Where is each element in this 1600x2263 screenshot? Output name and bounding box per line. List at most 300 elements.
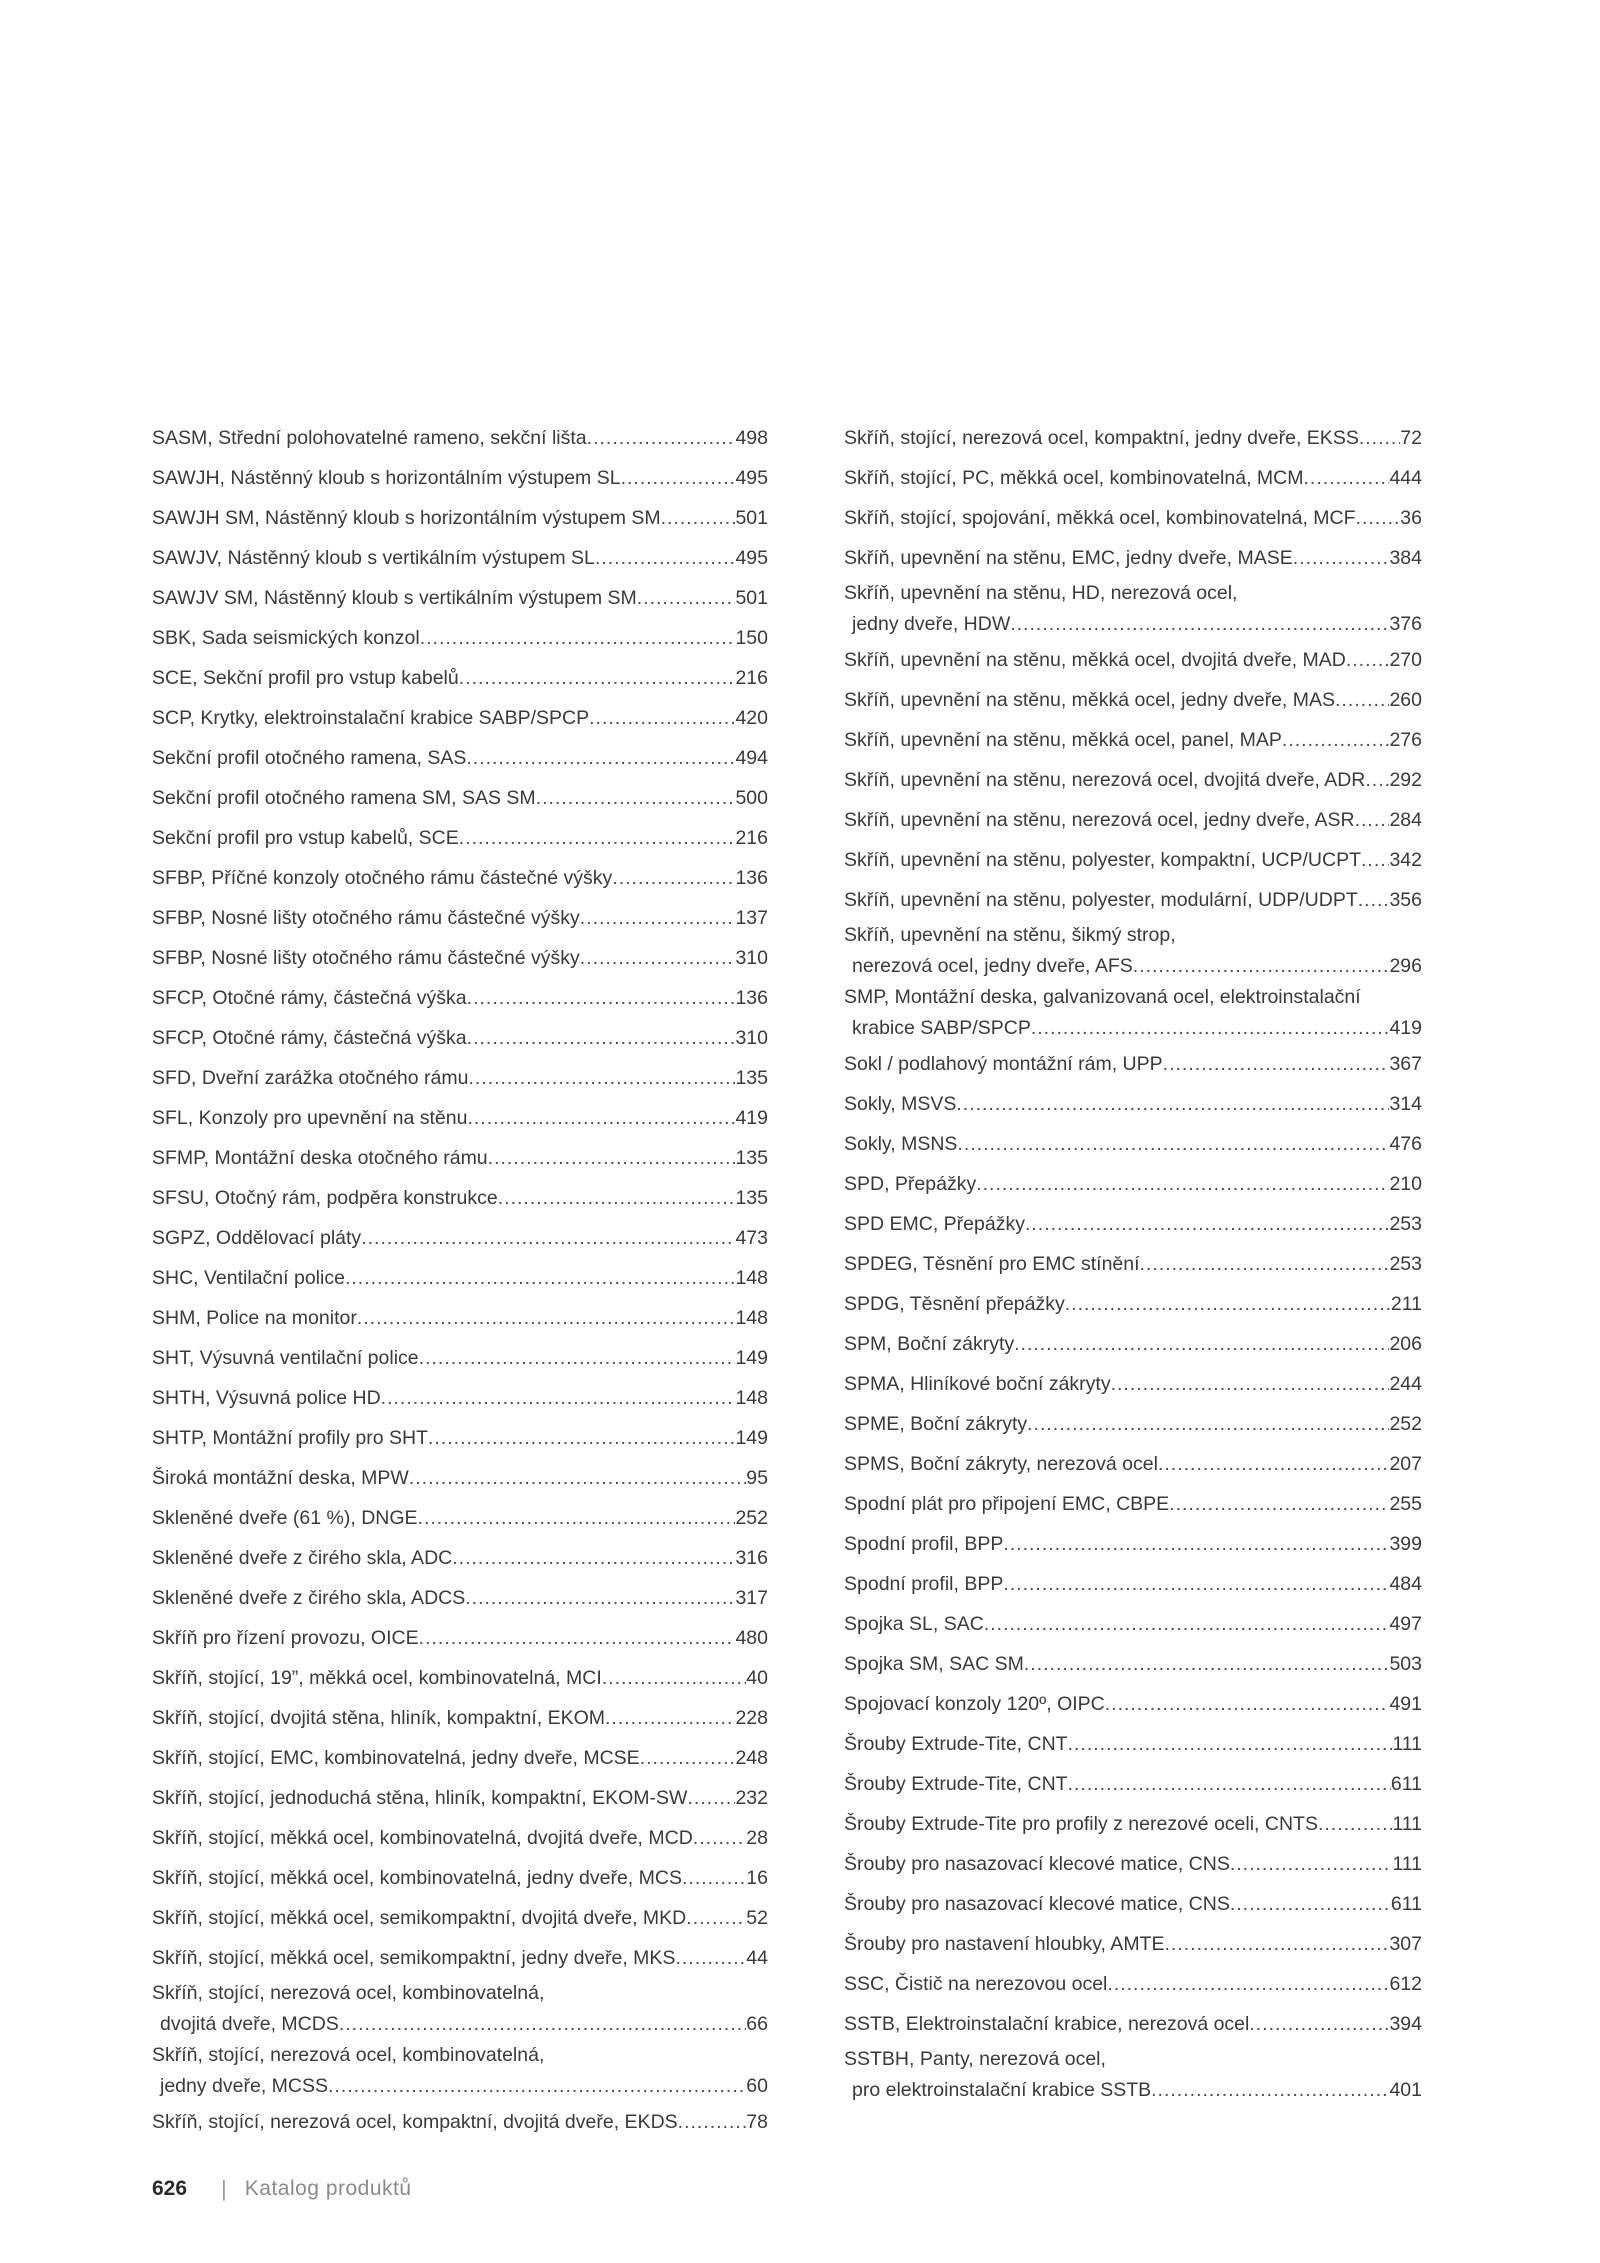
dot-leader xyxy=(468,1063,735,1094)
index-entry-row xyxy=(152,1863,768,1894)
index-entry-text: SFCP, Otočné rámy, částečná výška xyxy=(152,986,467,1009)
index-entry-text: Skříň, upevnění na stěnu, EMC, jedny dveře, MASE xyxy=(844,546,1293,569)
index-entry-text: Skříň, upevnění na stěnu, polyester, modulární, UDP/UDPT xyxy=(844,888,1358,911)
index-entry xyxy=(844,680,1422,720)
index-entry-text: Skříň, stojící, PC, měkká ocel, kombinovatelná, MCM xyxy=(844,466,1304,489)
index-entry-row xyxy=(844,845,1422,876)
dot-leader xyxy=(1003,1569,1389,1600)
index-entry-row xyxy=(844,1929,1422,1960)
index-entry-page: 342 xyxy=(1389,848,1422,871)
dot-leader xyxy=(605,1703,735,1734)
dot-leader xyxy=(381,1383,736,1414)
index-entry xyxy=(844,800,1422,840)
page-footer xyxy=(152,2176,412,2202)
index-entry-page: 270 xyxy=(1389,648,1422,671)
index-entry-text: Skříň, stojící, spojování, měkká ocel, kombinovatelná, MCF xyxy=(844,506,1356,529)
dot-leader xyxy=(498,1183,736,1214)
index-entry-text: Skříň, upevnění na stěnu, měkká ocel, dvojitá dveře, MAD xyxy=(844,648,1346,671)
index-entry-page: 495 xyxy=(735,466,768,489)
dot-leader xyxy=(580,943,736,974)
dot-leader xyxy=(682,1863,746,1894)
index-entry-page: 476 xyxy=(1389,1132,1422,1155)
index-entry-row xyxy=(844,1169,1422,1200)
index-entry-text-line1: SMP, Montážní deska, galvanizovaná ocel, elektroinstalační xyxy=(844,986,1361,1008)
index-entry-row xyxy=(844,2009,1422,2040)
dot-leader xyxy=(678,2107,747,2138)
index-entry-row xyxy=(844,2075,1422,2106)
index-entry-row xyxy=(152,1903,768,1934)
index-entry-text: Spodní profil, BPP xyxy=(844,1572,1004,1595)
index-entry-row xyxy=(844,765,1422,796)
index-entry-page: 260 xyxy=(1389,688,1422,711)
dot-leader xyxy=(1346,645,1390,676)
index-entry-row xyxy=(844,1769,1422,1800)
index-entry-text: Sekční profil pro vstup kabelů, SCE xyxy=(152,826,459,849)
index-entry-page: 216 xyxy=(735,666,768,689)
index-entry-page: 310 xyxy=(735,1026,768,1049)
index-entry-page: 211 xyxy=(1390,1292,1422,1315)
dot-leader xyxy=(1068,1769,1391,1800)
index-entry-row xyxy=(844,1289,1422,1320)
dot-leader xyxy=(1359,423,1400,454)
index-entry-row xyxy=(152,1783,768,1814)
dot-leader xyxy=(467,1023,736,1054)
index-entry-page: 111 xyxy=(1392,1732,1422,1755)
dot-leader xyxy=(1151,2075,1389,2106)
index-entry-text: Skříň, stojící, EMC, kombinovatelná, jedny dveře, MCSE xyxy=(152,1746,640,1769)
index-entry-row xyxy=(152,543,768,574)
index-entry xyxy=(152,1338,768,1378)
index-entry-page: 40 xyxy=(746,1666,768,1689)
index-entry-text: SFCP, Otočné rámy, částečná výška xyxy=(152,1026,467,1049)
index-entry-row xyxy=(844,423,1422,454)
index-entry xyxy=(844,720,1422,760)
dot-leader xyxy=(1027,1409,1389,1440)
index-entry-page: 317 xyxy=(735,1586,768,1609)
index-entry xyxy=(152,1098,768,1138)
index-entry-text: SSTB, Elektroinstalační krabice, nerezová ocel xyxy=(844,2012,1250,2035)
index-entry xyxy=(844,1324,1422,1364)
index-entry-page: 135 xyxy=(735,1146,768,1169)
index-entry-page: 501 xyxy=(735,506,768,529)
index-entry-text: Šrouby pro nasazovací klecové matice, CNS xyxy=(844,1852,1230,1875)
index-entry-text-line1: SSTBH, Panty, nerezová ocel, xyxy=(844,2048,1106,2070)
index-entry-text: Skříň, stojící, nerezová ocel, kompaktní, dvojitá dveře, EKDS xyxy=(152,2110,678,2133)
index-entry-text: SSC, Čistič na nerezovou ocel xyxy=(844,1972,1108,1995)
index-entry xyxy=(152,938,768,978)
dot-leader xyxy=(1107,1969,1389,2000)
index-entry-text: Skříň, upevnění na stěnu, měkká ocel, jedny dveře, MAS xyxy=(844,688,1336,711)
dot-leader xyxy=(488,1143,736,1174)
index-entry-text: Šrouby Extrude-Tite, CNT xyxy=(844,1772,1068,1795)
dot-leader xyxy=(1358,885,1390,916)
dot-leader xyxy=(409,1463,746,1494)
index-entry xyxy=(844,1164,1422,1204)
index-entry-page: 495 xyxy=(735,546,768,569)
index-entry xyxy=(152,1218,768,1258)
dot-leader xyxy=(1111,1369,1390,1400)
index-entry-row xyxy=(844,1249,1422,1280)
index-entry-text: Spojka SL, SAC xyxy=(844,1612,984,1635)
dot-leader xyxy=(357,1303,736,1334)
index-entry-text: Sokl / podlahový montážní rám, UPP xyxy=(844,1052,1163,1075)
index-entry-page: 473 xyxy=(735,1226,768,1249)
dot-leader xyxy=(1065,1289,1391,1320)
index-entry-page: 232 xyxy=(735,1786,768,1809)
index-entry-text: SPDEG, Těsnění pro EMC stínění xyxy=(844,1252,1140,1275)
index-entry-page: 253 xyxy=(1389,1212,1422,1235)
index-entry xyxy=(152,1778,768,1818)
index-entry xyxy=(152,1258,768,1298)
dot-leader xyxy=(465,1583,735,1614)
index-entry-text: SFBP, Nosné lišty otočného rámu částečné výšky xyxy=(152,906,580,929)
index-entry-text-line1: Skříň, stojící, nerezová ocel, kombinovatelná, xyxy=(152,2044,545,2066)
index-entry-text: Široká montážní deska, MPW xyxy=(152,1466,409,1489)
index-entry-row xyxy=(844,645,1422,676)
index-entry-page: 307 xyxy=(1389,1932,1422,1955)
index-entry-page: 611 xyxy=(1390,1892,1422,1915)
index-entry-row xyxy=(152,1183,768,1214)
index-entry-text: SHT, Výsuvná ventilační police xyxy=(152,1346,419,1369)
index-entry-text: Skříň, upevnění na stěnu, nerezová ocel, jedny dveře, ASR xyxy=(844,808,1355,831)
index-entry-row xyxy=(152,823,768,854)
index-entry-page: 399 xyxy=(1389,1532,1422,1555)
index-entry-page: 612 xyxy=(1389,1972,1422,1995)
index-entry-text: Šrouby Extrude-Tite pro profily z nerezové oceli, CNTS xyxy=(844,1812,1318,1835)
index-entry xyxy=(152,1138,768,1178)
dot-leader xyxy=(687,1783,735,1814)
dot-leader xyxy=(419,1343,736,1374)
dot-leader xyxy=(339,2009,746,2040)
index-entry-text: Spodní plát pro připojení EMC, CBPE xyxy=(844,1492,1170,1515)
index-entry-page: 384 xyxy=(1389,546,1422,569)
index-entry-row xyxy=(152,1463,768,1494)
index-entry-page: 148 xyxy=(735,1306,768,1329)
index-entry-row xyxy=(152,1383,768,1414)
index-entry-text: Skříň, upevnění na stěnu, měkká ocel, panel, MAP xyxy=(844,728,1282,751)
index-entry-row xyxy=(844,543,1422,574)
dot-leader xyxy=(467,983,736,1014)
index-entry-row xyxy=(844,1089,1422,1120)
index-entry-text-line1: Skříň, stojící, nerezová ocel, kombinovatelná, xyxy=(152,1982,545,2004)
index-entry-text: SPME, Boční zákryty xyxy=(844,1412,1028,1435)
index-entry-text: krabice SABP/SPCP xyxy=(852,1017,1031,1039)
index-entry-row xyxy=(152,663,768,694)
dot-leader xyxy=(640,1743,736,1774)
index-entry xyxy=(152,1618,768,1658)
index-entry-page: 248 xyxy=(735,1746,768,1769)
index-entry-text: Sokly, MSVS xyxy=(844,1092,957,1115)
index-entry-text: SPMS, Boční zákryty, nerezová ocel xyxy=(844,1452,1158,1475)
index-entry-row xyxy=(152,1743,768,1774)
index-entry xyxy=(152,978,768,1018)
dot-leader xyxy=(621,463,736,494)
index-entry xyxy=(844,1084,1422,1124)
index-entry-row xyxy=(844,1729,1422,1760)
dot-leader xyxy=(1158,1449,1390,1480)
dot-leader xyxy=(956,1089,1389,1120)
dot-leader xyxy=(675,1943,746,1974)
index-entry-text: SHC, Ventilační police xyxy=(152,1266,345,1289)
index-entry-text: Šrouby pro nasazovací klecové matice, CNS xyxy=(844,1892,1230,1915)
index-entry xyxy=(844,920,1422,982)
index-entry-text: SAWJH, Nástěnný kloub s horizontálním výstupem SL xyxy=(152,466,621,489)
index-entry xyxy=(844,1764,1422,1804)
index-entry-page: 206 xyxy=(1389,1332,1422,1355)
dot-leader xyxy=(984,1609,1390,1640)
catalog-title: Katalog produktů xyxy=(244,2177,412,2200)
index-entry-row xyxy=(152,703,768,734)
index-entry-row xyxy=(152,2009,768,2040)
index-entry-row xyxy=(844,885,1422,916)
index-entry-page: 150 xyxy=(735,626,768,649)
index-entry-page: 148 xyxy=(735,1386,768,1409)
dot-leader xyxy=(637,583,736,614)
index-entry xyxy=(844,1444,1422,1484)
index-entry xyxy=(152,1058,768,1098)
dot-leader xyxy=(1365,765,1389,796)
dot-leader xyxy=(1163,1049,1390,1080)
index-entry xyxy=(844,1044,1422,1084)
index-entry-text: SAWJV SM, Nástěnný kloub s vertikálním výstupem SM xyxy=(152,586,637,609)
dot-leader xyxy=(361,1223,735,1254)
dot-leader xyxy=(693,1823,746,1854)
index-entry xyxy=(152,1378,768,1418)
index-entry-row xyxy=(844,1369,1422,1400)
dot-leader xyxy=(1024,1649,1390,1680)
index-entry-text: SFBP, Nosné lišty otočného rámu částečné výšky xyxy=(152,946,580,969)
index-entry-page: 296 xyxy=(1389,955,1422,977)
index-entry-page: 444 xyxy=(1389,466,1422,489)
index-entry-text: Skříň, stojící, měkká ocel, semikompaktní, jedny dveře, MKS xyxy=(152,1946,676,1969)
index-entry-page: 356 xyxy=(1389,888,1422,911)
index-entry-row xyxy=(844,1329,1422,1360)
index-entry-row xyxy=(152,783,768,814)
index-entry-text: SHM, Police na monitor xyxy=(152,1306,357,1329)
index-entry xyxy=(152,418,768,458)
index-entry-page: 498 xyxy=(735,426,768,449)
index-entry-row xyxy=(152,1503,768,1534)
index-entry-row xyxy=(844,685,1422,716)
dot-leader xyxy=(452,1543,735,1574)
index-entry-page: 497 xyxy=(1389,1612,1422,1635)
index-entry xyxy=(844,1484,1422,1524)
index-entry-page: 111 xyxy=(1392,1852,1422,1875)
index-entry-page: 149 xyxy=(735,1426,768,1449)
index-entry xyxy=(844,1684,1422,1724)
index-entry-text: nerezová ocel, jedny dveře, AFS xyxy=(852,955,1133,977)
index-entry-page: 207 xyxy=(1389,1452,1422,1475)
dot-leader xyxy=(1140,1249,1390,1280)
index-entry-text: SFMP, Montážní deska otočného rámu xyxy=(152,1146,488,1169)
index-entry-row xyxy=(152,503,768,534)
dot-leader xyxy=(1133,951,1390,982)
index-entry-row xyxy=(152,1303,768,1334)
index-entry xyxy=(152,1898,768,1938)
index-entry-row xyxy=(152,623,768,654)
index-entry xyxy=(844,1564,1422,1604)
index-entry-page: 394 xyxy=(1389,2012,1422,2035)
index-entry-page: 78 xyxy=(746,2110,768,2133)
index-entry xyxy=(844,2004,1422,2044)
index-entry xyxy=(152,698,768,738)
index-entry xyxy=(152,1298,768,1338)
index-entry-text: Skříň pro řízení provozu, OICE xyxy=(152,1626,419,1649)
index-column-right xyxy=(844,418,1422,2106)
index-entry-text: Spodní profil, BPP xyxy=(844,1532,1004,1555)
index-entry xyxy=(844,1404,1422,1444)
index-entry-row xyxy=(152,1623,768,1654)
index-entry-row xyxy=(844,463,1422,494)
index-entry-page: 500 xyxy=(735,786,768,809)
index-entry xyxy=(152,1938,768,1978)
index-entry-page: 310 xyxy=(735,946,768,969)
index-entry xyxy=(152,1578,768,1618)
dot-leader xyxy=(419,1623,736,1654)
index-entry-text: Skleněné dveře z čirého skla, ADC xyxy=(152,1546,453,1569)
dot-leader xyxy=(1249,2009,1389,2040)
index-entry-row xyxy=(844,1969,1422,2000)
index-entry-row xyxy=(152,1343,768,1374)
index-entry-row xyxy=(844,1609,1422,1640)
index-entry-text: Skříň, upevnění na stěnu, polyester, kompaktní, UCP/UCPT xyxy=(844,848,1361,871)
index-entry-page: 480 xyxy=(735,1626,768,1649)
index-entry-text: Sekční profil otočného ramena SM, SAS SM xyxy=(152,786,536,809)
index-entry xyxy=(844,640,1422,680)
index-entry-page: 66 xyxy=(746,2013,768,2035)
index-entry xyxy=(152,818,768,858)
index-entry-text: SBK, Sada seismických konzol xyxy=(152,626,420,649)
index-entry-row xyxy=(844,503,1422,534)
index-entry-row xyxy=(844,1013,1422,1044)
dot-leader xyxy=(418,1503,736,1534)
index-entry-text: Skleněné dveře (61 %), DNGE xyxy=(152,1506,418,1529)
dot-leader xyxy=(1355,805,1390,836)
index-entry-row xyxy=(844,1049,1422,1080)
index-entry xyxy=(152,578,768,618)
index-entry xyxy=(152,738,768,778)
index-entry xyxy=(152,498,768,538)
index-entry-row xyxy=(844,1689,1422,1720)
index-entry-page: 252 xyxy=(735,1506,768,1529)
index-entry xyxy=(844,1604,1422,1644)
index-entry-row xyxy=(152,1103,768,1134)
index-entry-text: SHTH, Výsuvná police HD xyxy=(152,1386,381,1409)
index-entry-row xyxy=(152,1263,768,1294)
index-entry-text: Spojovací konzoly 120º, OIPC xyxy=(844,1692,1105,1715)
index-entry-text: Spojka SM, SAC SM xyxy=(844,1652,1024,1675)
index-entry-page: 376 xyxy=(1389,613,1422,635)
index-entry-text: SASM, Střední polohovatelné rameno, sekční lišta xyxy=(152,426,587,449)
index-entry-row xyxy=(844,951,1422,982)
dot-leader xyxy=(1169,1489,1389,1520)
index-entry-text: SAWJV, Nástěnný kloub s vertikálním výstupem SL xyxy=(152,546,595,569)
index-entry xyxy=(844,1244,1422,1284)
index-entry-row xyxy=(844,1409,1422,1440)
dot-leader xyxy=(420,623,736,654)
index-entry xyxy=(844,498,1422,538)
index-entry xyxy=(152,1858,768,1898)
index-entry xyxy=(844,982,1422,1044)
dot-leader xyxy=(1003,1529,1389,1560)
index-entry-text: Sekční profil otočného ramena, SAS xyxy=(152,746,467,769)
index-entry-page: 148 xyxy=(735,1266,768,1289)
index-entry-row xyxy=(152,1583,768,1614)
index-entry xyxy=(152,1418,768,1458)
index-entry xyxy=(152,458,768,498)
index-entry-row xyxy=(152,1543,768,1574)
index-entry xyxy=(152,1498,768,1538)
dot-leader xyxy=(467,1103,735,1134)
index-entry xyxy=(844,458,1422,498)
dot-leader xyxy=(587,423,736,454)
index-entry-text: SAWJH SM, Nástěnný kloub s horizontálním výstupem SM xyxy=(152,506,661,529)
index-entry-text-line1: Skříň, upevnění na stěnu, šikmý strop, xyxy=(844,924,1176,946)
index-entry-row xyxy=(844,1489,1422,1520)
index-entry-page: 292 xyxy=(1389,768,1422,791)
index-entry xyxy=(844,1964,1422,2004)
index-entry xyxy=(152,1978,768,2040)
index-entry-page: 491 xyxy=(1389,1692,1422,1715)
index-entry-page: 252 xyxy=(1389,1412,1422,1435)
dot-leader xyxy=(1293,543,1390,574)
index-entry-row xyxy=(152,2107,768,2138)
index-entry-row xyxy=(152,863,768,894)
index-entry xyxy=(844,1644,1422,1684)
index-entry xyxy=(152,1018,768,1058)
index-entry-page: 36 xyxy=(1400,506,1422,529)
index-entry-row xyxy=(844,1889,1422,1920)
dot-leader xyxy=(1361,845,1389,876)
index-entry-page: 503 xyxy=(1389,1652,1422,1675)
dot-leader xyxy=(1230,1849,1393,1880)
index-entry-text: Skříň, stojící, dvojitá stěna, hliník, kompaktní, EKOM xyxy=(152,1706,606,1729)
index-entry-text: SPM, Boční zákryty xyxy=(844,1332,1015,1355)
dot-leader xyxy=(976,1169,1389,1200)
index-entry xyxy=(152,658,768,698)
index-entry-page: 244 xyxy=(1389,1372,1422,1395)
dot-leader xyxy=(612,863,735,894)
dot-leader xyxy=(1105,1689,1390,1720)
index-entry-row xyxy=(844,1209,1422,1240)
footer-separator: | xyxy=(221,2176,227,2201)
index-entry-text: SCE, Sekční profil pro vstup kabelů xyxy=(152,666,459,689)
index-entry-page: 52 xyxy=(746,1906,768,1929)
index-entry xyxy=(152,898,768,938)
index-entry xyxy=(152,618,768,658)
index-entry-page: 111 xyxy=(1392,1812,1422,1835)
index-entry-text: SGPZ, Oddělovací pláty xyxy=(152,1226,362,1249)
index-entry-page: 419 xyxy=(1389,1017,1422,1039)
index-entry-row xyxy=(152,1223,768,1254)
index-entry-page: 72 xyxy=(1400,426,1422,449)
index-entry xyxy=(152,858,768,898)
index-entry xyxy=(152,1698,768,1738)
index-entry-page: 484 xyxy=(1389,1572,1422,1595)
dot-leader xyxy=(686,1903,746,1934)
dot-leader xyxy=(1230,1889,1391,1920)
dot-leader xyxy=(428,1423,735,1454)
index-entry-text: Skříň, stojící, nerezová ocel, kompaktní, jedny dveře, EKSS xyxy=(844,426,1359,449)
index-entry-text: jedny dveře, HDW xyxy=(852,613,1011,635)
index-entry-text: SPD EMC, Přepážky xyxy=(844,1212,1025,1235)
index-entry-row xyxy=(844,1529,1422,1560)
index-entry-page: 210 xyxy=(1389,1172,1422,1195)
index-entry xyxy=(152,778,768,818)
index-entry-page: 149 xyxy=(735,1346,768,1369)
index-entry xyxy=(152,538,768,578)
index-entry-page: 137 xyxy=(735,906,768,929)
